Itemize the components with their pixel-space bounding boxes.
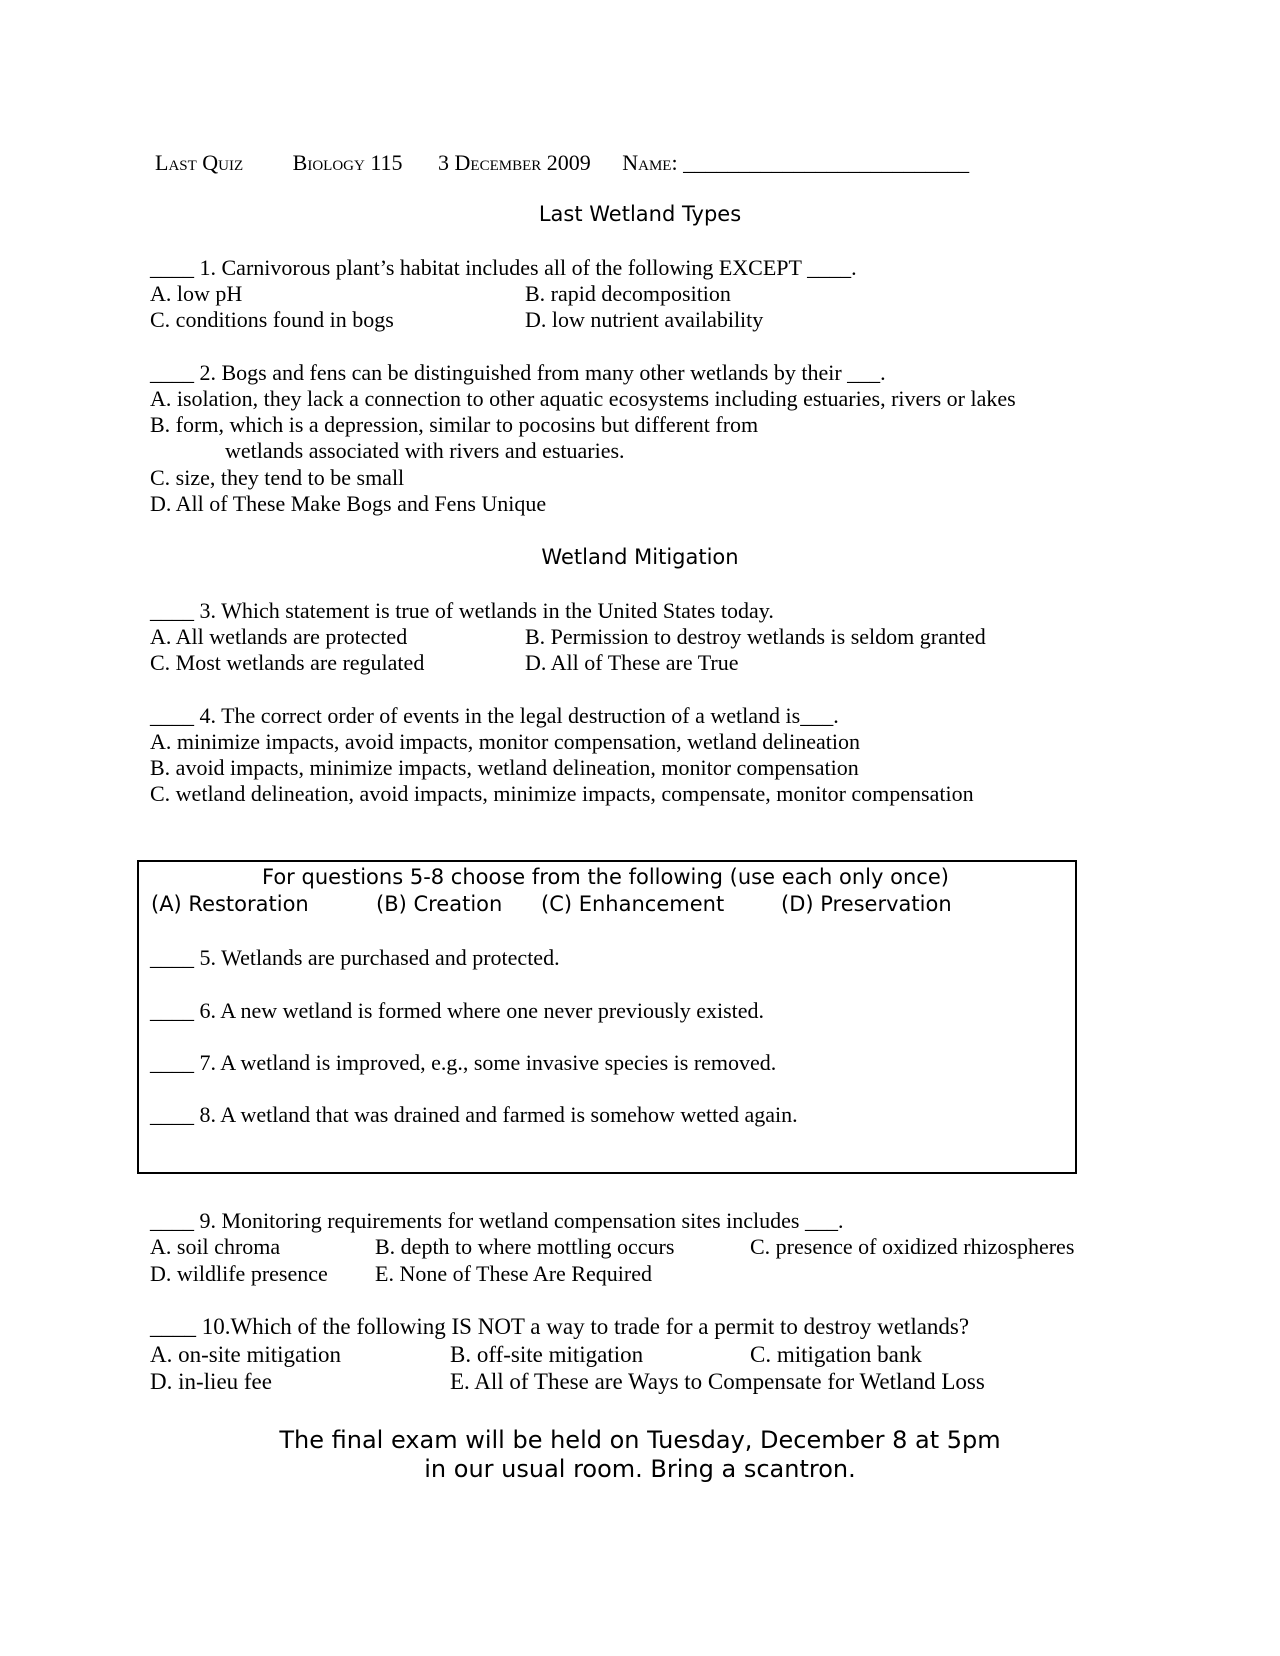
- section-title-wetland-types: Last Wetland Types: [538, 202, 742, 226]
- question-10-option-d: D. in-lieu fee: [150, 1369, 272, 1394]
- question-3-option-d: D. All of These are True: [525, 650, 739, 675]
- question-10-option-b: B. off-site mitigation: [450, 1342, 644, 1367]
- question-9-option-c: C. presence of oxidized rhizospheres: [750, 1234, 1075, 1259]
- question-10-option-a: A. on-site mitigation: [150, 1342, 342, 1367]
- question-7: ____ 7. A wetland is improved, e.g., some invasive species is removed.: [150, 1050, 777, 1075]
- final-exam-note-line-1: The final exam will be held on Tuesday, December 8 at 5pm: [279, 1426, 1001, 1454]
- matching-option-a: (A) Restoration: [151, 892, 309, 916]
- question-8: ____ 8. A wetland that was drained and farmed is somehow wetted again.: [150, 1102, 798, 1127]
- question-10-option-c: C. mitigation bank: [750, 1342, 922, 1367]
- question-4-option-a: A. minimize impacts, avoid impacts, monitor compensation, wetland delineation: [150, 729, 860, 754]
- question-9-option-d: D. wildlife presence: [150, 1261, 328, 1286]
- question-9-option-e: E. None of These Are Required: [375, 1261, 652, 1286]
- question-3-option-c: C. Most wetlands are regulated: [150, 650, 425, 675]
- question-1-option-c: C. conditions found in bogs: [150, 307, 394, 332]
- question-1-option-d: D. low nutrient availability: [525, 307, 764, 332]
- question-3-option-a: A. All wetlands are protected: [150, 624, 408, 649]
- question-9-option-b: B. depth to where mottling occurs: [375, 1234, 675, 1259]
- question-10-option-e: E. All of These are Ways to Compensate for Wetland Loss: [450, 1369, 985, 1394]
- matching-option-b: (B) Creation: [376, 892, 503, 916]
- matching-option-d: (D) Preservation: [781, 892, 952, 916]
- question-5: ____ 5. Wetlands are purchased and protected.: [150, 945, 560, 970]
- question-2-option-d: D. All of These Make Bogs and Fens Unique: [150, 491, 547, 516]
- matching-instructions: For questions 5-8 choose from the following (use each only once): [262, 865, 949, 889]
- question-9-option-a: A. soil chroma: [150, 1234, 281, 1259]
- question-2-option-b-continued: wetlands associated with rivers and estuaries.: [225, 438, 625, 463]
- question-9-stem: ____ 9. Monitoring requirements for wetland compensation sites includes ___.: [150, 1208, 844, 1233]
- course-name: Biology 115: [292, 150, 403, 175]
- section-title-wetland-mitigation: Wetland Mitigation: [541, 545, 739, 569]
- question-1-option-b: B. rapid decomposition: [525, 281, 731, 306]
- question-2-stem: ____ 2. Bogs and fens can be distinguished from many other wetlands by their ___.: [150, 360, 886, 385]
- question-4-option-b: B. avoid impacts, minimize impacts, wetland delineation, monitor compensation: [150, 755, 859, 780]
- question-4-option-c: C. wetland delineation, avoid impacts, minimize impacts, compensate, monitor compensation: [150, 781, 974, 806]
- name-field: Name: __________________________: [622, 150, 970, 175]
- question-10-stem: ____ 10.Which of the following IS NOT a way to trade for a permit to destroy wetlands?: [150, 1314, 970, 1339]
- matching-option-c: (C) Enhancement: [541, 892, 725, 916]
- quiz-title: Last Quiz: [155, 150, 244, 175]
- question-2-option-c: C. size, they tend to be small: [150, 465, 405, 490]
- quiz-header: [155, 150, 1155, 176]
- question-1-option-a: A. low pH: [150, 281, 243, 306]
- question-1-stem: ____ 1. Carnivorous plant’s habitat includes all of the following EXCEPT ____.: [150, 255, 857, 280]
- question-2-option-b: B. form, which is a depression, similar to pocosins but different from: [150, 412, 759, 437]
- final-exam-note-line-2: in our usual room. Bring a scantron.: [424, 1455, 856, 1483]
- question-2-option-a: A. isolation, they lack a connection to other aquatic ecosystems including estuaries, rivers or lakes: [150, 386, 1016, 411]
- quiz-date: 3 December 2009: [438, 150, 591, 175]
- question-4-stem: ____ 4. The correct order of events in the legal destruction of a wetland is___.: [150, 703, 839, 728]
- question-3-stem: ____ 3. Which statement is true of wetlands in the United States today.: [150, 598, 774, 623]
- question-3-option-b: B. Permission to destroy wetlands is seldom granted: [525, 624, 986, 649]
- question-6: ____ 6. A new wetland is formed where one never previously existed.: [150, 998, 765, 1023]
